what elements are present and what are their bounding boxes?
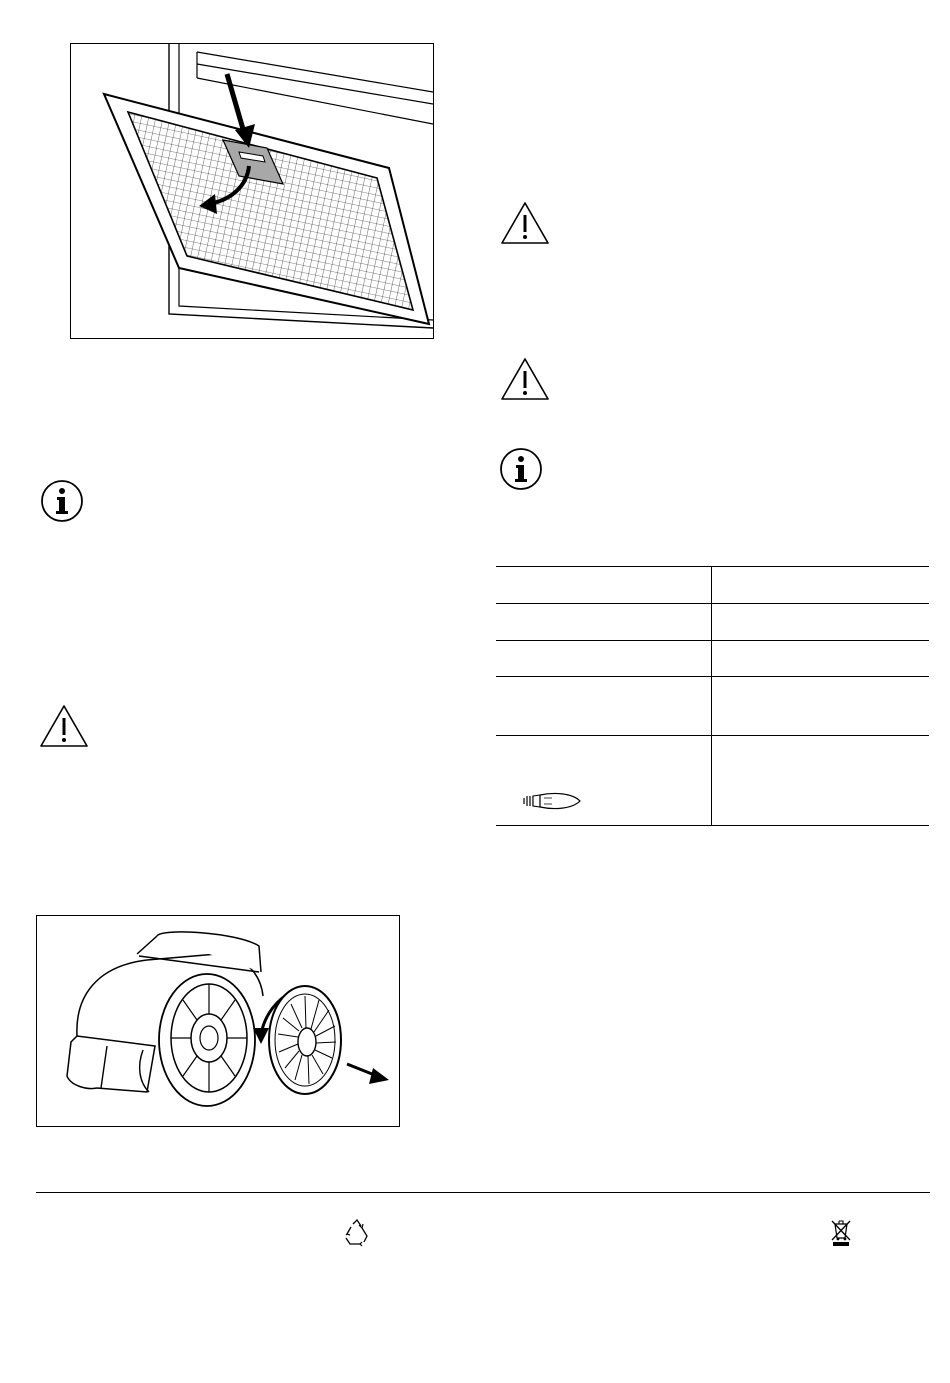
warning-icon (39, 704, 89, 748)
warning-icon (500, 357, 550, 401)
table-cell (496, 736, 712, 826)
info-icon (499, 447, 543, 491)
table-cell (496, 641, 712, 677)
table-cell (496, 677, 712, 736)
table-cell (712, 736, 930, 826)
fan-filter-illustration (37, 916, 399, 1126)
warning-icon (500, 201, 550, 245)
charcoal-filter-figure (36, 915, 400, 1127)
info-icon (40, 479, 84, 523)
footer-divider (36, 1192, 930, 1193)
table-cell (712, 567, 930, 604)
table-cell (496, 604, 712, 641)
table-row (496, 736, 929, 826)
weee-bin-icon (830, 1218, 852, 1248)
grease-filter-illustration (71, 44, 433, 338)
table-cell (496, 567, 712, 604)
bulb-icon (522, 790, 582, 812)
recycle-icon (342, 1218, 372, 1248)
table-cell (712, 677, 930, 736)
table-cell (712, 604, 930, 641)
table-row (496, 604, 929, 641)
grease-filter-figure (70, 43, 434, 339)
table-row (496, 567, 929, 604)
table-row (496, 677, 929, 736)
table-row (496, 641, 929, 677)
spec-table (496, 567, 929, 826)
table-cell (712, 641, 930, 677)
